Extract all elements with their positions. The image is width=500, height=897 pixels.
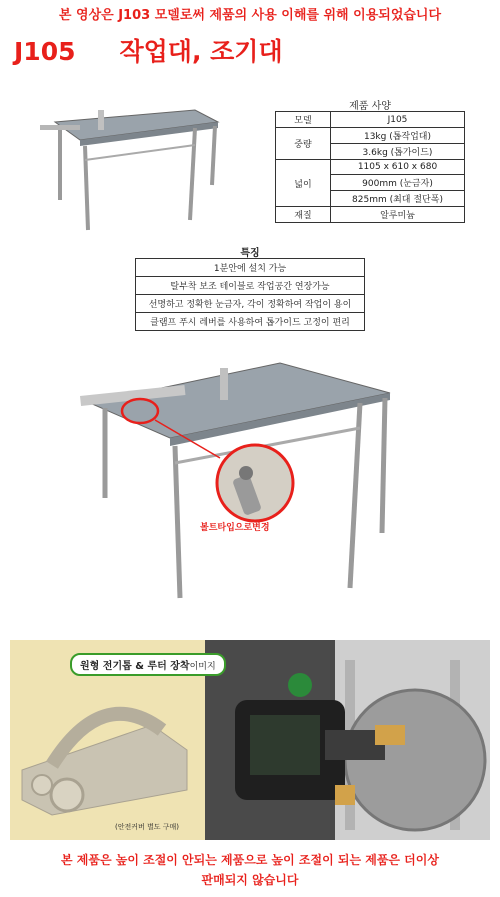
feature-item: 선명하고 정확한 눈금자, 각이 정확하여 작업이 용이 xyxy=(136,295,365,313)
tag-main-text: 원형 전기톱 & 루터 장착 xyxy=(80,661,190,672)
model-code: J105 xyxy=(14,37,76,66)
spec-value: 1105 x 610 x 680 xyxy=(331,160,465,175)
mount-image-tag xyxy=(70,653,226,676)
features-table xyxy=(135,258,365,331)
spec-table xyxy=(275,111,465,223)
spec-value: 3.6kg (톱가이드) xyxy=(331,144,465,160)
page-title xyxy=(14,32,283,68)
spec-key: 재질 xyxy=(276,207,331,223)
spec-key: 모델 xyxy=(276,112,331,128)
bottom-notice-line: 판매되지 않습니다 xyxy=(201,873,299,887)
spec-value: 900mm (눈금자) xyxy=(331,175,465,191)
workbench-detail-photo xyxy=(60,348,410,608)
bottom-notice-line: 본 제품은 높이 조절이 안되는 제품으로 높이 조절이 되는 제품은 더이상 xyxy=(61,853,439,867)
features-title: 특징 xyxy=(240,248,260,259)
spec-key: 중량 xyxy=(276,128,331,160)
spec-row-size xyxy=(276,160,465,175)
product-name: 작업대, 조기대 xyxy=(119,37,283,66)
spec-key: 넓이 xyxy=(276,160,331,207)
workbench-photo xyxy=(40,100,230,240)
spec-row-material xyxy=(276,207,465,223)
tag-small-text: 이미지 xyxy=(189,662,216,672)
spec-row-model xyxy=(276,112,465,128)
spec-row-weight xyxy=(276,128,465,144)
spec-table-title: 제품 사양 xyxy=(349,101,391,112)
bottom-notice xyxy=(0,850,500,890)
spec-value: 13kg (톱작업대) xyxy=(331,128,465,144)
top-notice: 본 영상은 J103 모델로써 제품의 사용 이해를 위해 이용되었습니다 xyxy=(58,8,442,23)
callout-label: 볼트타입으로변경 xyxy=(200,523,270,533)
feature-item: 1분안에 설치 가능 xyxy=(136,259,365,277)
spec-value: J105 xyxy=(331,112,465,128)
spec-value: 알루미늄 xyxy=(331,207,465,223)
cover-label: (안전커버 별도 구매) xyxy=(115,823,180,831)
feature-item: 클램프 푸시 레버를 사용하여 톱가이드 고정이 편리 xyxy=(136,313,365,331)
saw-mount-illustration xyxy=(205,640,490,840)
saw-mount-photo xyxy=(205,640,490,840)
safety-cover-image xyxy=(12,680,197,820)
feature-item: 탈부착 보조 테이블로 작업공간 연장가능 xyxy=(136,277,365,295)
spec-value: 825mm (최대 절단폭) xyxy=(331,191,465,207)
